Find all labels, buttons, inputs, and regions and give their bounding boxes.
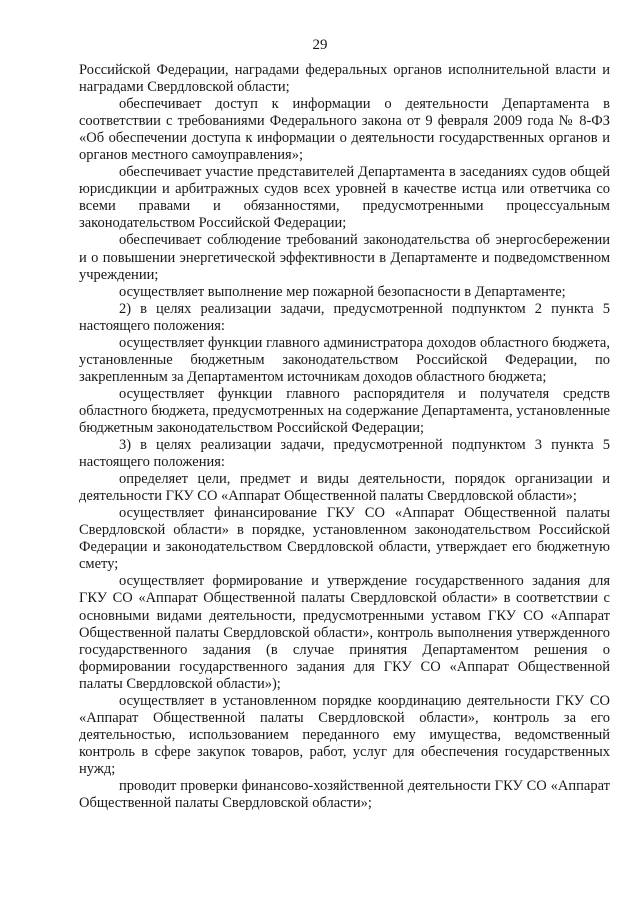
paragraph-revenue-administrator: осуществляет функции главного администратора доходов областного бюджета, установленные бюджетным законодательством Российской Федерации, по закрепленным за Департаментом источникам доходов областного бюджета; [79, 334, 610, 385]
page-number: 29 [312, 37, 328, 53]
document-body [79, 62, 610, 812]
paragraph-coordination-control: осуществляет в установленном порядке координацию деятельности ГКУ СО «Аппарат Общественной палаты Свердловской области», контроль за его деятельностью, использованием переданного ему имущества, ведомственный контроль в сфере закупок товаров, работ, услуг для обеспечения государственных нужд; [79, 692, 610, 777]
paragraph-fire-safety: осуществляет выполнение мер пожарной безопасности в Департаменте; [119, 283, 566, 300]
paragraph-energy-saving: обеспечивает соблюдение требований законодательства об энергосбережении и о повышении энергетической эффективности в Департаменте и подведомственном учреждении; [79, 232, 610, 283]
paragraph-task-3-intro: 3) в целях реализации задачи, предусмотренной подпунктом 3 пункта 5 настоящего положения: [79, 437, 610, 471]
paragraph-financial-audits: проводит проверки финансово-хозяйственной деятельности ГКУ СО «Аппарат Общественной палаты Свердловской области»; [79, 777, 610, 812]
paragraph-court-representation: обеспечивает участие представителей Департамента в заседаниях судов общей юрисдикции и арбитражных судов всех уровней в качестве истца или ответчика со всеми правами и обязанностями, предусмотренными процессуальным законодательством Российской Федерации; [79, 164, 610, 232]
paragraph-information-access: обеспечивает доступ к информации о деятельности Департамента в соответствии с требованиями Федерального закона от 9 февраля 2009 года № 8-ФЗ «Об обеспечении доступа к информации о деятельности государственных органов и органов местного самоуправления»; [79, 96, 610, 164]
paragraph-state-assignment: осуществляет формирование и утверждение государственного задания для ГКУ СО «Аппарат Общественной палаты Свердловской области» в соответствии с основными видами деятельности, предусмотренными уставом ГКУ СО «Аппарат Общественной палаты Свердловской области», контроль выполнения утвержденного государственного задания (в случае принятия Департаментом решения о формировании государственного задания для ГКУ СО «Аппарат Общественной палаты Свердловской области»); [79, 573, 610, 692]
paragraph-activity-definition: определяет цели, предмет и виды деятельности, порядок организации и деятельности ГКУ СО «Аппарат Общественной палаты Свердловской области»; [79, 471, 610, 505]
paragraph-task-2-intro: 2) в целях реализации задачи, предусмотренной подпунктом 2 пункта 5 настоящего положения: [79, 300, 610, 334]
paragraph-awards-continuation: Российской Федерации, наградами федеральных органов исполнительной власти и наградами Свердловской области; [79, 62, 610, 96]
paragraph-budget-manager: осуществляет функции главного распорядителя и получателя средств областного бюджета, предусмотренных на содержание Департамента, установленные бюджетным законодательством Российской Федерации; [79, 385, 610, 436]
paragraph-financing: осуществляет финансирование ГКУ СО «Аппарат Общественной палаты Свердловской области» в порядке, установленном законодательством Российской Федерации и законодательством Свердловской области, утверждает его бюджетную смету; [79, 505, 610, 573]
